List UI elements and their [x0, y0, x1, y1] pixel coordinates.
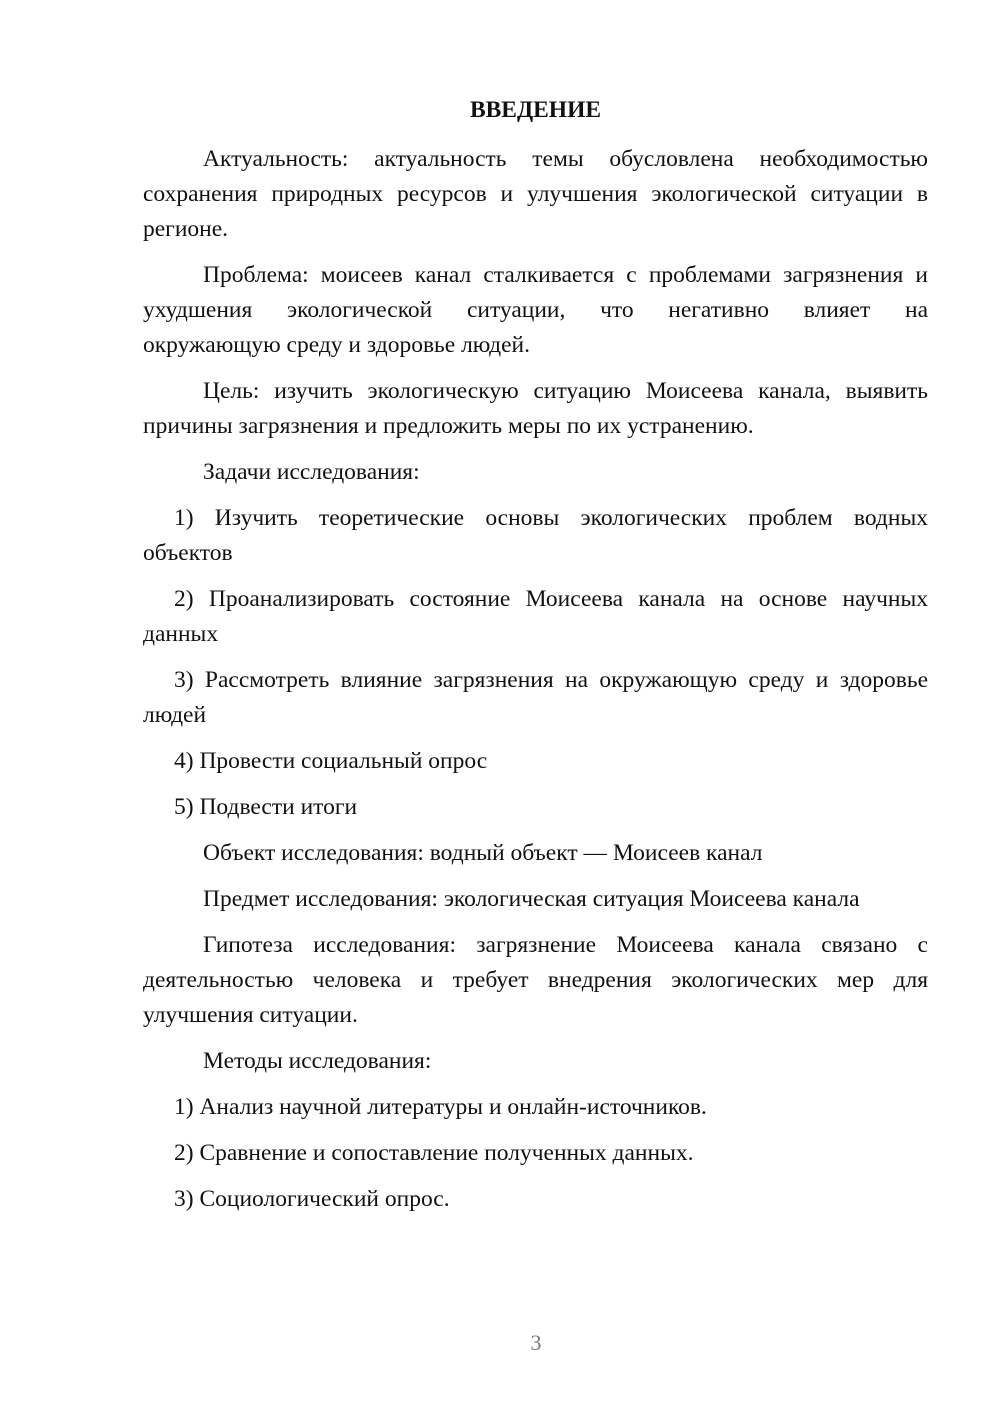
- hypothesis-paragraph: [143, 928, 928, 1033]
- goal-paragraph: [143, 374, 928, 444]
- subject-paragraph: Предмет исследования: экологическая ситуация Моисеева канала: [203, 886, 860, 912]
- problem-paragraph: [143, 258, 928, 363]
- task-item-5: 5) Подвести итоги: [174, 794, 358, 820]
- tasks-heading: Задачи исследования:: [203, 459, 420, 485]
- relevance-paragraph: [143, 142, 928, 247]
- task-item-3-line-2: людей: [143, 702, 207, 728]
- task-item-1: [143, 501, 928, 571]
- goal-line-1: Цель: изучить экологическую ситуацию Моисеева канала, выявить: [203, 378, 928, 404]
- hypothesis-line-2: деятельностью человека и требует внедрения экологических мер для: [143, 967, 928, 993]
- task-item-2-line-1: 2) Проанализировать состояние Моисеева канала на основе научных: [174, 586, 928, 612]
- task-item-4: 4) Провести социальный опрос: [174, 748, 488, 774]
- task-item-2-line-2: данных: [143, 621, 219, 647]
- task-item-1-line-1: 1) Изучить теоретические основы экологических проблем водных: [174, 505, 928, 531]
- object-paragraph: Объект исследования: водный объект — Моисеев канал: [203, 840, 763, 866]
- task-item-3-line-1: 3) Рассмотреть влияние загрязнения на окружающую среду и здоровье: [174, 667, 928, 693]
- problem-line-1: Проблема: моисеев канал сталкивается с проблемами загрязнения и: [203, 262, 928, 288]
- task-item-1-line-2: объектов: [143, 540, 233, 566]
- section-title: ВВЕДЕНИЕ: [469, 97, 602, 123]
- hypothesis-line-3: улучшения ситуации.: [143, 1002, 358, 1028]
- hypothesis-line-1: Гипотеза исследования: загрязнение Моисеева канала связано с: [203, 932, 928, 958]
- goal-line-2: причины загрязнения и предложить меры по их устранению.: [143, 413, 754, 439]
- method-item-1: 1) Анализ научной литературы и онлайн-источников.: [174, 1094, 707, 1120]
- page-number: 3: [530, 1330, 542, 1355]
- document-body: [143, 90, 928, 1228]
- relevance-line-2: сохранения природных ресурсов и улучшения экологической ситуации в: [143, 181, 928, 207]
- problem-line-2: ухудшения экологической ситуации, что негативно влияет на: [143, 297, 928, 323]
- relevance-line-1: Актуальность: актуальность темы обусловлена необходимостью: [203, 146, 928, 172]
- task-item-3: [143, 663, 928, 733]
- methods-heading: Методы исследования:: [203, 1048, 432, 1074]
- problem-line-3: окружающую среду и здоровье людей.: [143, 332, 530, 358]
- task-item-2: [143, 582, 928, 652]
- relevance-line-3: регионе.: [143, 216, 229, 242]
- method-item-3: 3) Социологический опрос.: [174, 1186, 450, 1212]
- method-item-2: 2) Сравнение и сопоставление полученных данных.: [174, 1140, 694, 1166]
